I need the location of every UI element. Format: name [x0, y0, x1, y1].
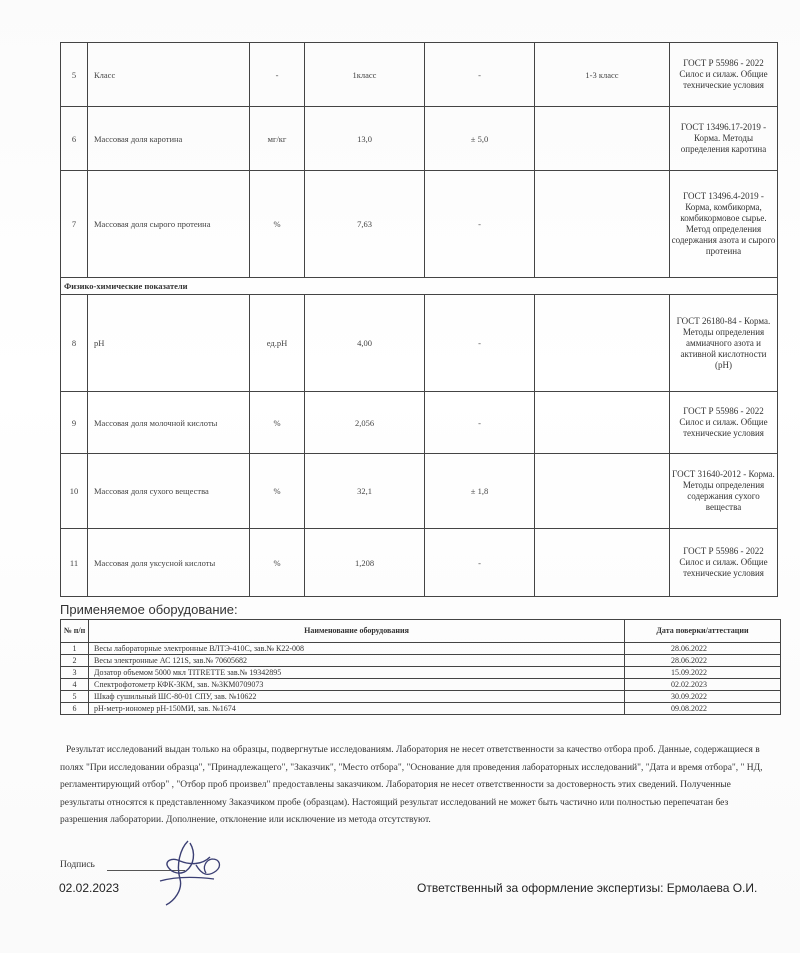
result-norm: 1-3 класс — [535, 43, 670, 107]
equipment-date: 30.09.2022 — [625, 691, 781, 703]
result-tolerance: - — [425, 529, 535, 597]
result-tolerance: - — [425, 171, 535, 278]
equipment-num: 5 — [61, 691, 89, 703]
equipment-name: Весы лабораторные электронные ВЛТЭ-410С, зав.№ К22-008 — [89, 643, 625, 655]
result-num: 7 — [61, 171, 88, 278]
equipment-date: 28.06.2022 — [625, 655, 781, 667]
result-name: pH — [88, 295, 250, 392]
result-unit: мг/кг — [250, 107, 305, 171]
result-tolerance: ± 5,0 — [425, 107, 535, 171]
result-unit: ед.pH — [250, 295, 305, 392]
result-method: ГОСТ Р 55986 - 2022 Силос и силаж. Общие технические условия — [670, 43, 778, 107]
equipment-row — [61, 667, 781, 679]
section-row — [61, 278, 778, 295]
equipment-header-num: № п/п — [61, 620, 89, 643]
result-norm — [535, 295, 670, 392]
signature-date: 02.02.2023 — [59, 881, 120, 895]
result-tolerance: - — [425, 295, 535, 392]
result-method: ГОСТ 31640-2012 - Корма. Методы определения содержания сухого вещества — [670, 454, 778, 529]
equipment-name: Спектрофотометр КФК-3КМ, зав. №3КМ0709073 — [89, 679, 625, 691]
result-row — [61, 295, 778, 392]
equipment-num: 3 — [61, 667, 89, 679]
equipment-date: 28.06.2022 — [625, 643, 781, 655]
result-num: 9 — [61, 392, 88, 454]
equipment-row — [61, 643, 781, 655]
equipment-date: 15.09.2022 — [625, 667, 781, 679]
result-name: Массовая доля каротина — [88, 107, 250, 171]
result-value: 7,63 — [305, 171, 425, 278]
result-norm — [535, 171, 670, 278]
equipment-header-row — [61, 620, 781, 643]
result-tolerance: ± 1,8 — [425, 454, 535, 529]
result-unit: % — [250, 454, 305, 529]
result-name: Класс — [88, 43, 250, 107]
equipment-num: 6 — [61, 703, 89, 715]
equipment-name: Шкаф сушильный ШС-80-01 СПУ, зав. №10622 — [89, 691, 625, 703]
equipment-date: 09.08.2022 — [625, 703, 781, 715]
result-row — [61, 171, 778, 278]
result-name: Массовая доля сырого протеина — [88, 171, 250, 278]
results-table — [60, 42, 778, 597]
result-value: 1класс — [305, 43, 425, 107]
handwritten-signature — [150, 835, 230, 910]
result-unit: % — [250, 171, 305, 278]
equipment-num: 1 — [61, 643, 89, 655]
result-name: Массовая доля уксусной кислоты — [88, 529, 250, 597]
result-name: Массовая доля молочной кислоты — [88, 392, 250, 454]
result-num: 11 — [61, 529, 88, 597]
equipment-row — [61, 691, 781, 703]
equipment-row — [61, 679, 781, 691]
result-num: 5 — [61, 43, 88, 107]
result-tolerance: - — [425, 392, 535, 454]
result-method: ГОСТ Р 55986 - 2022 Силос и силаж. Общие технические условия — [670, 529, 778, 597]
result-method: ГОСТ 26180-84 - Корма. Методы определения аммиачного азота и активной кислотности (pH) — [670, 295, 778, 392]
result-tolerance: - — [425, 43, 535, 107]
section-title: Физико-химические показатели — [61, 278, 778, 295]
signature-label: Подпись — [60, 860, 95, 870]
result-norm — [535, 392, 670, 454]
result-norm — [535, 529, 670, 597]
result-row — [61, 392, 778, 454]
result-method: ГОСТ Р 55986 - 2022 Силос и силаж. Общие технические условия — [670, 392, 778, 454]
result-row — [61, 454, 778, 529]
result-method: ГОСТ 13496.17-2019 - Корма. Методы определения каротина — [670, 107, 778, 171]
equipment-header-date: Дата поверки/аттестации — [625, 620, 781, 643]
result-num: 6 — [61, 107, 88, 171]
result-norm — [535, 454, 670, 529]
result-value: 4,00 — [305, 295, 425, 392]
equipment-name: pH-метр-иономер pH-150МИ, зав. №1674 — [89, 703, 625, 715]
result-num: 10 — [61, 454, 88, 529]
result-row — [61, 107, 778, 171]
result-unit: - — [250, 43, 305, 107]
equipment-table — [60, 619, 781, 715]
equipment-date: 02.02.2023 — [625, 679, 781, 691]
result-value: 2,056 — [305, 392, 425, 454]
result-row — [61, 529, 778, 597]
result-norm — [535, 107, 670, 171]
result-unit: % — [250, 392, 305, 454]
result-method: ГОСТ 13496.4-2019 - Корма, комбикорма, комбикормовое сырье. Метод определения содержания азота и сырого протеина — [670, 171, 778, 278]
equipment-name: Дозатор объемом 5000 мкл TITRETTE зав.№ 19342895 — [89, 667, 625, 679]
responsible-person: Ответственный за оформление экспертизы: Ермолаева О.И. — [417, 881, 758, 895]
equipment-row — [61, 655, 781, 667]
equipment-title: Применяемое оборудование: — [60, 602, 238, 617]
result-value: 32,1 — [305, 454, 425, 529]
result-unit: % — [250, 529, 305, 597]
result-value: 13,0 — [305, 107, 425, 171]
equipment-num: 2 — [61, 655, 89, 667]
result-name: Массовая доля сухого вещества — [88, 454, 250, 529]
result-value: 1,208 — [305, 529, 425, 597]
result-row — [61, 43, 778, 107]
equipment-header-name: Наименование оборудования — [89, 620, 625, 643]
disclaimer-note: Результат исследований выдан только на образцы, подвергнутые исследованиям. Лаборатория не несет ответственности за качество отбора проб. Данные, содержащиеся в полях "При исследовании образца", "Принадлежащего", "Заказчик", "Место отбора", "Основание для проведения лабораторных исследований", "Дата и время отбора", " НД, регламентирующий отбор" , "Отбор проб произвел" предоставлены заказчиком. Лаборатория не несет ответственности за достоверность этих сведений. Полученные результаты относятся к представленному Заказчиком пробе (образцам). Настоящий результат исследований не может быть частично или полностью перепечатан без разрешения лаборатории. Дополнение, отклонение или исключение из метода отсутствуют. — [60, 745, 763, 825]
equipment-row — [61, 703, 781, 715]
equipment-name: Весы электронные АС 121S, зав.№ 70605682 — [89, 655, 625, 667]
result-num: 8 — [61, 295, 88, 392]
equipment-num: 4 — [61, 679, 89, 691]
